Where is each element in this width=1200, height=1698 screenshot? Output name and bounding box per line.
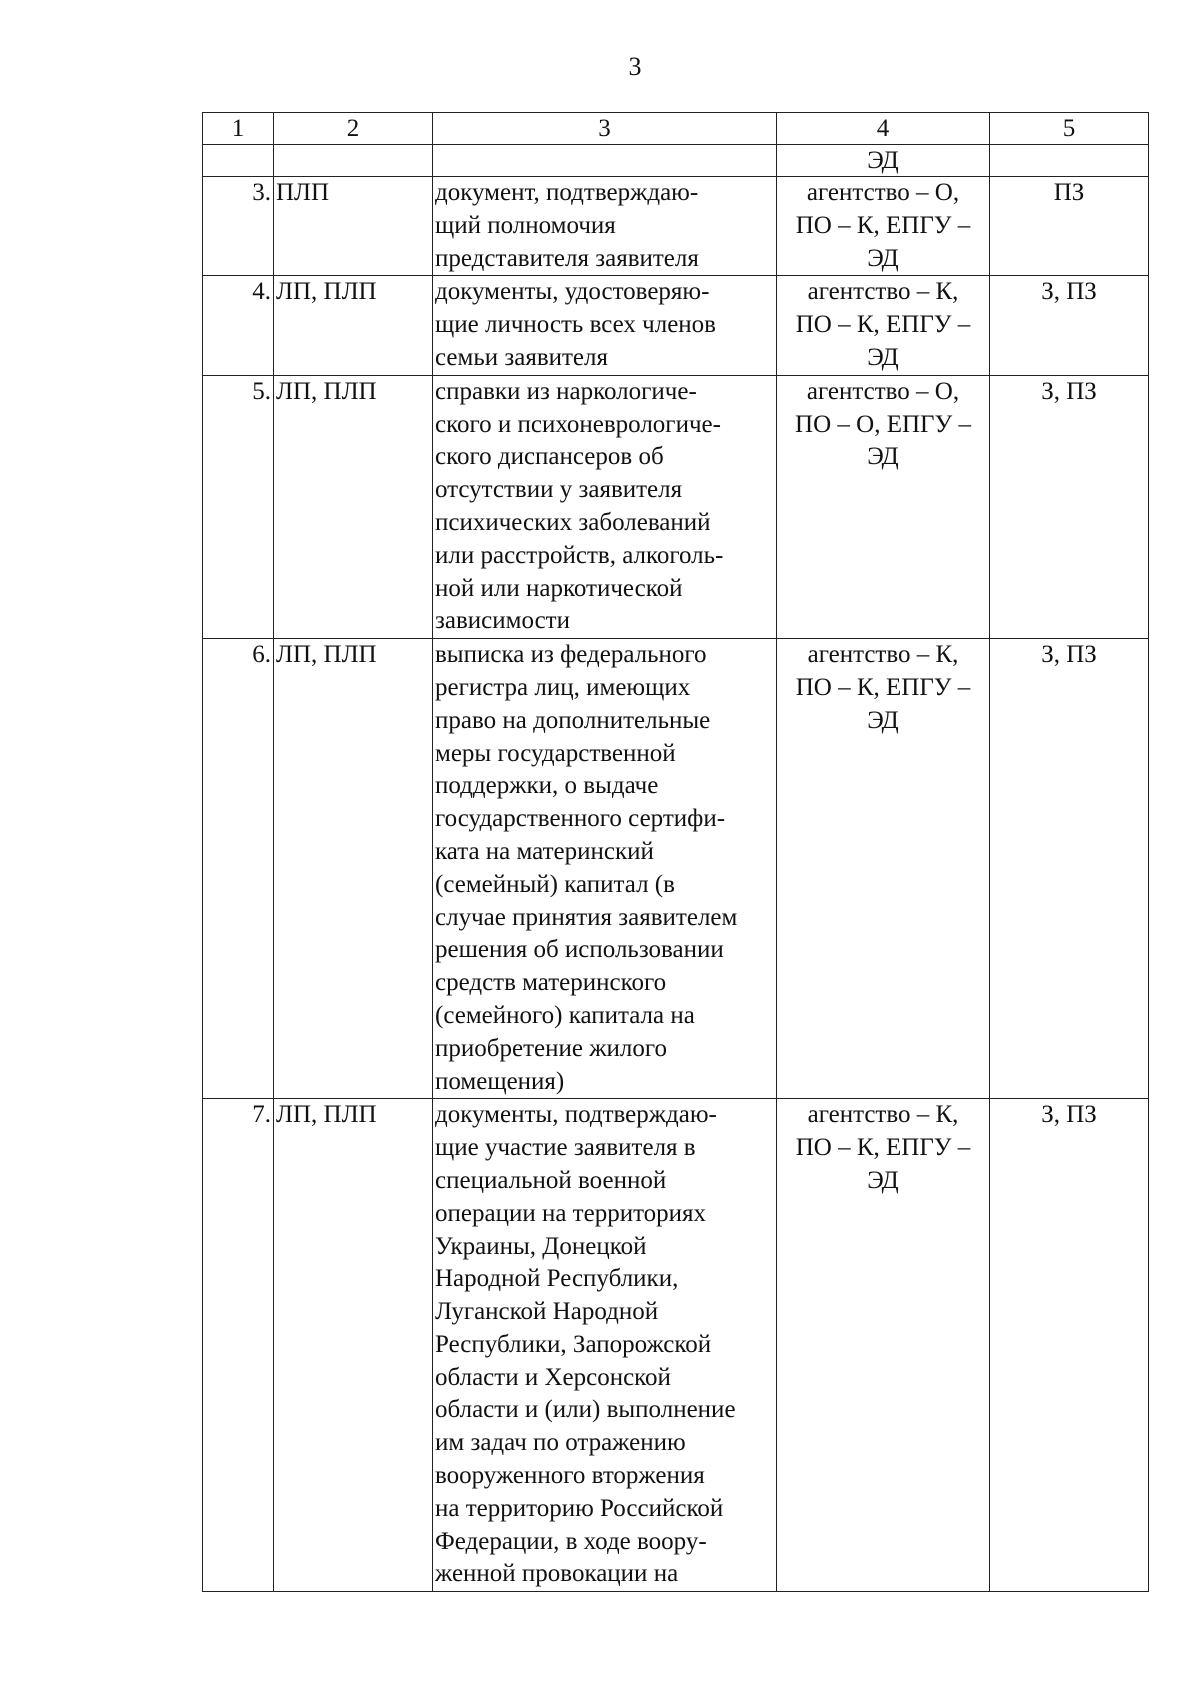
row-source-line: ЭД xyxy=(867,147,899,174)
row-description-line: представителя заявителя xyxy=(435,244,699,272)
row-description-line: случае принятия заявителем xyxy=(435,903,738,931)
row-source-line: ЭД xyxy=(867,443,899,471)
header-cell-2: 2 xyxy=(274,113,433,145)
table-body xyxy=(203,177,1149,1592)
row-description-line: ной или наркотической xyxy=(435,574,683,602)
row-number: 4. xyxy=(203,276,274,375)
row-source-line: ЭД xyxy=(867,244,899,272)
row-description-line: справки из наркологиче- xyxy=(435,377,697,405)
row-description-line: государственного сертифи- xyxy=(435,805,726,833)
row-description-line: операции на территориях xyxy=(435,1199,707,1227)
row-description-line: право на дополнительные xyxy=(435,706,711,734)
row-description-line: на территорию Российской xyxy=(435,1494,724,1522)
row-source-line: агентство – К, xyxy=(807,641,959,669)
header-cell-3: 3 xyxy=(433,113,777,145)
row-number: 3. xyxy=(203,177,274,276)
row-description-line: меры государственной xyxy=(435,739,676,767)
row-source-line: ПО – К, ЕПГУ – xyxy=(795,311,971,339)
row-description-line: щие личность всех членов xyxy=(435,311,716,339)
header-cell-5: 5 xyxy=(990,113,1149,145)
row-description-line: Луганской Народной xyxy=(435,1298,659,1326)
table-row xyxy=(203,177,1149,276)
row-description-line: (семейный) капитал (в xyxy=(435,870,675,898)
row-number: 6. xyxy=(203,639,274,1099)
row-description xyxy=(433,177,777,276)
row-category: ЛП, ПЛП xyxy=(274,375,433,638)
row-description-line: зависимости xyxy=(435,607,570,635)
row-source-line: ПО – О, ЕПГУ – xyxy=(795,410,971,438)
row-description-line: ката на материнский xyxy=(435,837,654,865)
row-description-line: щие участие заявителя в xyxy=(435,1134,696,1162)
table-header-row xyxy=(203,113,1149,145)
row-description-line: документы, подтверждаю- xyxy=(435,1101,717,1129)
row-description xyxy=(433,1099,777,1592)
row-form xyxy=(990,145,1149,177)
row-description-line: специальной военной xyxy=(435,1166,667,1194)
requirements-table xyxy=(202,112,1149,1592)
row-description-line: Республики, Запорожской xyxy=(435,1330,712,1358)
row-source xyxy=(777,1099,990,1592)
row-description-line: или расстройств, алкоголь- xyxy=(435,541,724,569)
header-cell-1: 1 xyxy=(203,113,274,145)
row-description-line: семьи заявителя xyxy=(435,343,608,371)
row-form: З, ПЗ xyxy=(990,1099,1149,1592)
row-description-line: психических заболеваний xyxy=(435,508,711,536)
row-description-line: Народной Республики, xyxy=(435,1265,679,1293)
row-description-line: области и Херсонской xyxy=(435,1363,671,1391)
row-source xyxy=(777,375,990,638)
row-source xyxy=(777,276,990,375)
row-source-line: ЭД xyxy=(867,706,899,734)
header-cell-4: 4 xyxy=(777,113,990,145)
row-description-line: (семейного) капитала на xyxy=(435,1001,695,1029)
page-number: 3 xyxy=(628,52,642,81)
row-form: З, ПЗ xyxy=(990,375,1149,638)
row-source xyxy=(777,145,990,177)
row-description-line: вооруженного вторжения xyxy=(435,1462,705,1490)
row-category xyxy=(274,145,433,177)
row-description-line: поддержки, о выдаче xyxy=(435,772,659,800)
row-category: ЛП, ПЛП xyxy=(274,1099,433,1592)
row-form: З, ПЗ xyxy=(990,276,1149,375)
row-description xyxy=(433,639,777,1099)
row-category: ЛП, ПЛП xyxy=(274,639,433,1099)
row-description-line: ского и психоневрологиче- xyxy=(435,410,721,438)
table-row xyxy=(203,639,1149,1099)
row-description xyxy=(433,145,777,177)
row-source-line: ПО – К, ЕПГУ – xyxy=(795,1134,971,1162)
row-description-line: области и (или) выполнение xyxy=(435,1396,736,1424)
row-source-line: ЭД xyxy=(867,1166,899,1194)
row-description-line: регистра лиц, имеющих xyxy=(435,673,691,701)
row-number: 5. xyxy=(203,375,274,638)
row-description-line: выписка из федерального xyxy=(435,641,707,669)
row-description xyxy=(433,375,777,638)
table-row xyxy=(203,1099,1149,1592)
row-number: 7. xyxy=(203,1099,274,1592)
row-source-line: агентство – К, xyxy=(807,1101,959,1129)
row-number xyxy=(203,145,274,177)
row-description-line: средств материнского xyxy=(435,969,667,997)
row-source-line: ПО – К, ЕПГУ – xyxy=(795,673,971,701)
row-description-line: документ, подтверждаю- xyxy=(435,179,699,206)
row-category: ЛП, ПЛП xyxy=(274,276,433,375)
table-row-continuation xyxy=(203,145,1149,177)
row-source-line: агентство – К, xyxy=(807,278,959,306)
row-description-line: ского диспансеров об xyxy=(435,443,664,471)
row-category: ПЛП xyxy=(274,177,433,276)
row-description-line: Федерации, в ходе воору- xyxy=(435,1527,707,1555)
row-description-line: помещения) xyxy=(435,1067,565,1095)
table-row xyxy=(203,375,1149,638)
table-row xyxy=(203,276,1149,375)
row-source-line: агентство – О, xyxy=(806,179,960,206)
row-form: З, ПЗ xyxy=(990,639,1149,1099)
row-form: ПЗ xyxy=(990,177,1149,276)
row-description-line: решения об использовании xyxy=(435,936,724,964)
row-source-line: ЭД xyxy=(867,343,899,371)
row-description-line: приобретение жилого xyxy=(435,1034,667,1062)
row-description-line: Украины, Донецкой xyxy=(435,1232,647,1260)
row-description-line: щий полномочия xyxy=(435,211,616,239)
row-description-line: женной провокации на xyxy=(435,1560,679,1588)
row-description xyxy=(433,276,777,375)
row-source-line: агентство – О, xyxy=(806,377,960,405)
row-source xyxy=(777,177,990,276)
row-description-line: им задач по отражению xyxy=(435,1429,686,1457)
row-description-line: отсутствии у заявителя xyxy=(435,476,683,504)
row-source xyxy=(777,639,990,1099)
row-source-line: ПО – К, ЕПГУ – xyxy=(795,211,971,239)
row-description-line: документы, удостоверяю- xyxy=(435,278,710,306)
